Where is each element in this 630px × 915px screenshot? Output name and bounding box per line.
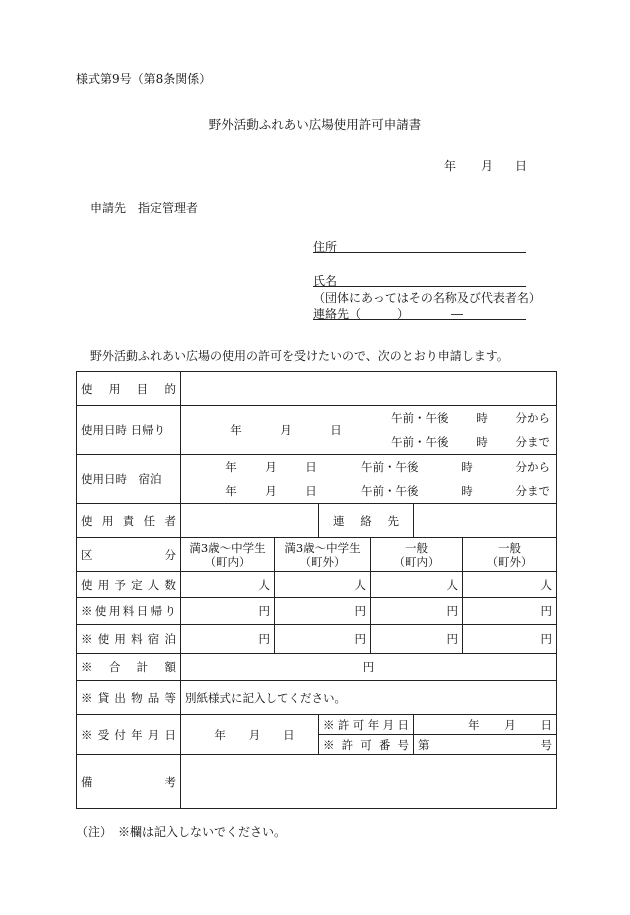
- category-label: 区分: [77, 538, 181, 572]
- category-child-out-town: 満3歳～中学生 （町外）: [275, 538, 371, 572]
- fee-day-2: 円: [275, 598, 371, 625]
- contact-cell-label: 連絡先: [319, 504, 414, 538]
- category-adult-in-town: 一般 （町内）: [371, 538, 463, 572]
- day-use-end-ampm: 午前・午後: [391, 435, 449, 449]
- contact-label: 連絡先（ ） ―: [313, 307, 464, 321]
- remarks-label: 備考: [77, 755, 181, 809]
- reception-date-field: 年 月 日: [181, 715, 319, 755]
- remarks-field[interactable]: [181, 755, 557, 809]
- overnight-field[interactable]: [181, 455, 557, 504]
- fee-night-2: 円: [275, 625, 371, 654]
- form-number: 様式第9号（第8条関係）: [76, 72, 212, 86]
- day-use-field[interactable]: [181, 406, 557, 455]
- day-use-start-hour: 時: [476, 411, 488, 425]
- overnight-start-day: 日: [305, 460, 317, 474]
- planned-count-3[interactable]: 人: [371, 572, 463, 598]
- purpose-field[interactable]: [181, 372, 557, 406]
- day-use-year: 年: [230, 423, 242, 437]
- planned-count-2[interactable]: 人: [275, 572, 371, 598]
- contact-cell-field[interactable]: [414, 504, 557, 538]
- name-note: （団体にあってはその名称及び代表者名）: [313, 291, 541, 305]
- overnight-end-hour: 時: [461, 484, 473, 498]
- overnight-start-month: 月: [265, 460, 277, 474]
- rental-field: 別紙様式に記入してください。: [181, 681, 557, 715]
- fee-day-label: ※使用料日帰り: [77, 598, 181, 625]
- contact-field[interactable]: [313, 319, 526, 320]
- fee-night-3: 円: [371, 625, 463, 654]
- day-use-end-hour: 時: [476, 435, 488, 449]
- address-label: 住所: [313, 240, 338, 254]
- day-use-end-to: 分まで: [515, 435, 550, 449]
- overnight-label: 使用日時 宿泊: [77, 455, 181, 504]
- day-use-day: 日: [330, 423, 342, 437]
- fee-night-label: ※使用料宿泊: [77, 625, 181, 654]
- name-field[interactable]: [313, 286, 526, 287]
- recipient: 申請先 指定管理者: [90, 201, 199, 215]
- name-label: 氏名: [313, 274, 338, 288]
- responsible-field[interactable]: [181, 504, 319, 538]
- date-month: 月: [481, 159, 494, 173]
- fee-day-4: 円: [463, 598, 557, 625]
- responsible-label: 使用責任者: [77, 504, 181, 538]
- permit-number-field: 第 号: [414, 735, 557, 755]
- fee-night-4: 円: [463, 625, 557, 654]
- application-table: [76, 371, 557, 809]
- overnight-start-from: 分から: [515, 460, 550, 474]
- overnight-end-ampm: 午前・午後: [361, 484, 419, 498]
- permit-number-label: ※許可番号: [319, 735, 414, 755]
- overnight-start-ampm: 午前・午後: [361, 460, 419, 474]
- intro-text: 野外活動ふれあい広場の使用の許可を受けたいので、次のとおり申請します。: [90, 349, 509, 363]
- overnight-start-hour: 時: [461, 460, 473, 474]
- permit-date-label: ※許可年月日: [319, 715, 414, 735]
- fee-day-1: 円: [181, 598, 275, 625]
- overnight-end-day: 日: [305, 484, 317, 498]
- planned-count-4[interactable]: 人: [463, 572, 557, 598]
- day-use-start-ampm: 午前・午後: [391, 411, 449, 425]
- day-use-month: 月: [280, 423, 292, 437]
- overnight-start-year: 年: [225, 460, 237, 474]
- overnight-end-year: 年: [225, 484, 237, 498]
- category-adult-out-town: 一般 （町外）: [463, 538, 557, 572]
- planned-count-1[interactable]: 人: [181, 572, 275, 598]
- day-use-start-from: 分から: [515, 411, 550, 425]
- rental-label: ※貸出物品等: [77, 681, 181, 715]
- total-label: ※合計額: [77, 654, 181, 681]
- fee-night-1: 円: [181, 625, 275, 654]
- reception-date-label: ※受付年月日: [77, 715, 181, 755]
- overnight-end-month: 月: [265, 484, 277, 498]
- overnight-end-to: 分まで: [515, 484, 550, 498]
- total-field: 円: [181, 654, 557, 681]
- page-title: 野外活動ふれあい広場使用許可申請書: [208, 117, 422, 132]
- category-child-in-town: 満3歳～中学生 （町内）: [181, 538, 275, 572]
- purpose-label: 使用目的: [77, 372, 181, 406]
- day-use-label: 使用日時 日帰り: [77, 406, 181, 455]
- address-field[interactable]: [313, 252, 526, 253]
- date-day: 日: [515, 159, 528, 173]
- fee-day-3: 円: [371, 598, 463, 625]
- date-year: 年: [444, 159, 457, 173]
- permit-date-field: 年 月 日: [414, 715, 557, 735]
- footnote: （注） ※欄は記入しないでください。: [76, 825, 287, 839]
- planned-count-label: 使用予定人数: [77, 572, 181, 598]
